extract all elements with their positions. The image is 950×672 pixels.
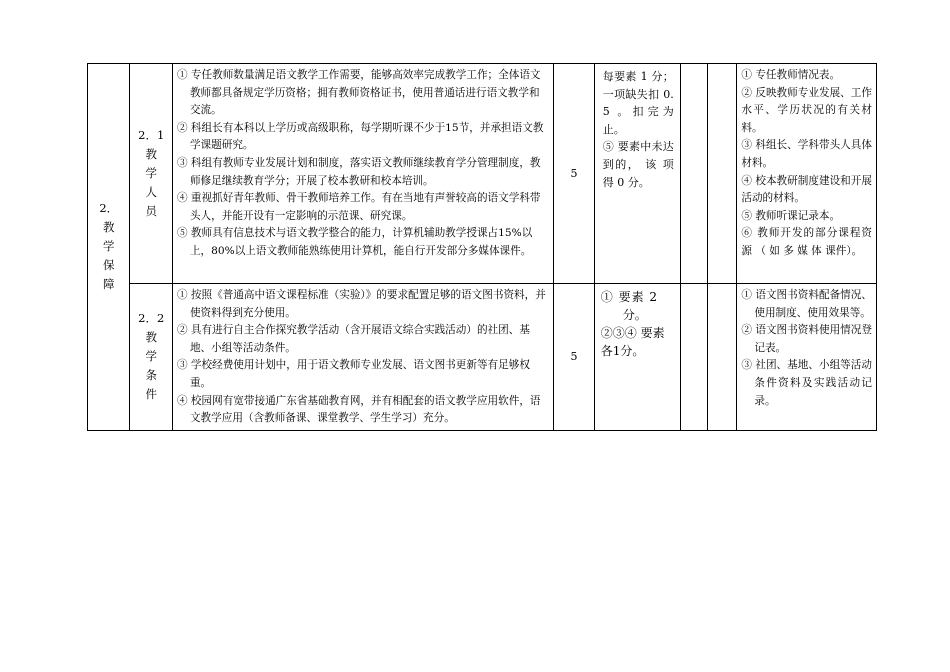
material-item: ① 语文图书资料配备情况、使用制度、使用效果等。 [741, 289, 872, 319]
sub-label-char: 人 [145, 185, 157, 199]
table-row [88, 64, 877, 284]
score-cell [554, 64, 594, 284]
criteria-cell [594, 284, 680, 431]
criteria-text: ②③④ 要素各1分。 [600, 326, 665, 358]
requirement-item: ① 按照《普通高中语文课程标准（实验）》的要求配置足够的语文图书资料，并使资料得到充分使用。 [176, 289, 546, 319]
score-value: 5 [570, 167, 578, 180]
requirement-item: ④ 校园网有宽带接通广东省基础教育网，并有相配套的语文教学应用软件，语文教学应用（含教师备课、课堂教学、学生学习）充分。 [176, 394, 541, 425]
section-label [88, 199, 129, 294]
material-item: ③ 社团、基地、小组等活动条件资料及实践活动记录。 [741, 359, 872, 407]
section-label-char: 2． [99, 201, 119, 216]
materials-cell [737, 64, 877, 284]
requirement-item: ③ 学校经费使用计划中，用于语文教师专业发展、语文图书更新等有足够权重。 [176, 359, 530, 389]
material-item: ② 语文图书资料使用情况登记表。 [741, 324, 872, 354]
requirement-item: ④ 重视抓好青年教师、骨干教师培养工作。有在当地有声誉较高的语文学科带头人，并能开设有一定影响的示范课、研究课。 [176, 192, 541, 222]
criteria-text: 分。 [622, 308, 647, 322]
sub-label-char: 学 [145, 166, 157, 180]
section-label-char: 学 [102, 239, 115, 254]
section-label-char: 教 [102, 220, 115, 235]
requirement-item: ① 专任教师数量满足语文教学工作需要，能够高效率完成教学工作；全体语文教师都具备规定学历资格；拥有教师资格证书，使用普通话进行语文教学和交流。 [176, 69, 541, 117]
empty-cell [680, 64, 707, 284]
criteria-text: ① 要素 2 [600, 290, 659, 304]
sub-label-char: 2．2 [138, 311, 165, 326]
items-cell [172, 284, 553, 431]
evaluation-table [87, 63, 877, 431]
material-item: ② 反映教师专业发展、工作水平、学历状况的有关材料。 [741, 86, 872, 134]
sub-label-char: 条 [145, 368, 157, 383]
material-item: ④ 校本教研制度建设和开展活动的材料。 [741, 174, 872, 205]
sub-label-char: 2．1 [138, 128, 165, 142]
sub-label [130, 309, 171, 404]
materials-cell [737, 284, 877, 431]
score-cell [554, 284, 594, 431]
sub-label-cell [130, 64, 172, 284]
section-label-cell [88, 64, 130, 431]
material-item: ⑤ 教师听课记录本。 [741, 209, 841, 222]
empty-cell [708, 64, 737, 284]
criteria-cell [594, 64, 680, 284]
section-label-char: 障 [102, 277, 115, 292]
sub-label-char: 员 [145, 204, 157, 218]
empty-cell [708, 284, 737, 431]
sub-label-char: 教 [145, 147, 157, 161]
sub-label [130, 126, 171, 221]
requirement-item: ③ 科组有教师专业发展计划和制度，落实语文教师继续教育学分管理制度，教师修足继续教育学分；开展了校本教研和校本培训。 [176, 156, 541, 187]
score-value: 5 [570, 350, 578, 364]
criteria-text: 每要素 1 分；一项缺失扣 0.5 。扣完为止。 [602, 70, 674, 136]
material-item: ① 专任教师情况表。 [741, 69, 841, 81]
table-row [88, 284, 877, 431]
requirement-item: ⑤ 教师具有信息技术与语文教学整合的能力，计算机辅助教学授课占15%以上，80%以上语文教师能熟练使用计算机，能自行开发部分多媒体课件。 [176, 227, 533, 257]
material-item: ⑥ 教师开发的部分课程资 源 （ 如 多 媒 体 课件）。 [741, 227, 872, 257]
criteria-text: ⑤ 要素中未达到的， 该 项 得 0 分。 [602, 140, 674, 189]
material-item: ③ 科组长、学科带头人具体材料。 [741, 139, 872, 169]
requirement-item: ② 科组长有本科以上学历或高级职称，每学期听课不少于15节，并承担语文教学课题研究。 [176, 121, 544, 152]
requirement-item: ② 具有进行自主合作探究教学活动（含开展语文综合实践活动）的社团、基地、小组等活动条件。 [176, 324, 530, 354]
section-label-char: 保 [102, 258, 115, 273]
sub-label-char: 学 [145, 349, 157, 364]
items-cell [172, 64, 553, 284]
sub-label-cell [130, 284, 172, 431]
sub-label-char: 教 [145, 330, 157, 345]
empty-cell [680, 284, 707, 431]
sub-label-char: 件 [145, 387, 157, 402]
